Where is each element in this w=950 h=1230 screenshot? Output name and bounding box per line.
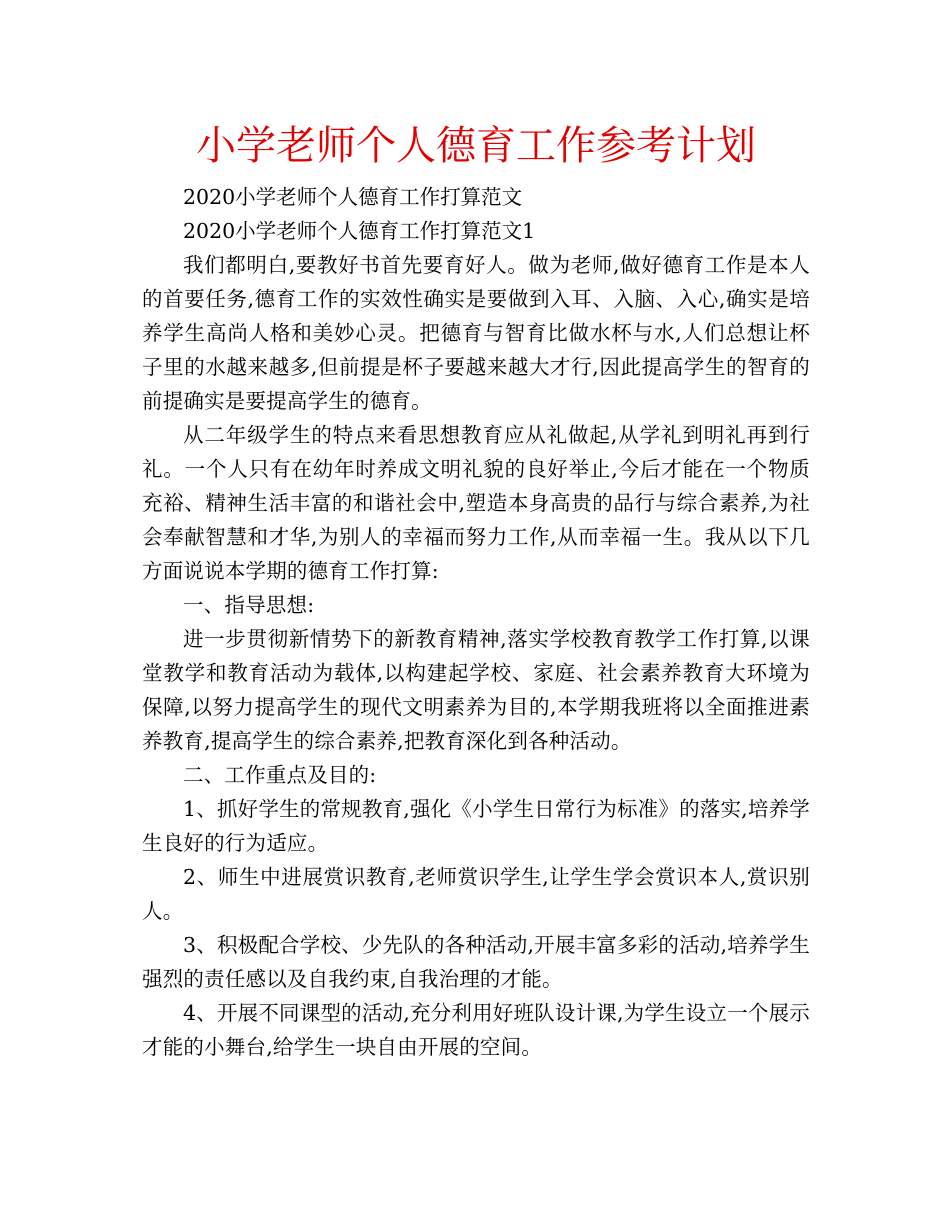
document-subtitle-2: 2020小学老师个人德育工作打算范文1 [183,219,536,243]
document-subtitle-1: 2020小学老师个人德育工作打算范文 [183,185,523,209]
document-page [142,118,810,1064]
paragraph-intro: 我们都明白,要教好书首先要育好人。做为老师,做好德育工作是本人的首要任务,德育工作的实效性确实是要做到入耳、入脑、入心,确实是培养学生高尚人格和美妙心灵。把德育与智育比做水杯与水,人们总想让杯子里的水越来越多,但前提是杯子要越来越大才行,因此提高学生的智育的前提确实是要提高学生的德育。 [142,253,810,413]
list-item-2: 2、师生中进展赏识教育,老师赏识学生,让学生学会赏识本人,赏识别人。 [142,865,810,923]
paragraph-grade-two: 从二年级学生的特点来看思想教育应从礼做起,从学礼到明礼再到行礼。一个人只有在幼年时养成文明礼貌的良好举止,今后才能在一个物质充裕、精神生活丰富的和谐社会中,塑造本身高贵的品行与综合素养,为社会奉献智慧和才华,为别人的幸福而努力工作,从而幸福一生。我从以下几方面说说本学期的德育工作打算: [142,423,810,583]
list-item-3: 3、积极配合学校、少先队的各种活动,开展丰富多彩的活动,培养学生强烈的责任感以及自我约束,自我治理的才能。 [142,933,810,991]
heading-guiding-thought: 一、指导思想: [183,593,315,617]
paragraph-guiding-thought: 进一步贯彻新情势下的新教育精神,落实学校教育教学工作打算,以课堂教学和教育活动为载体,以构建起学校、家庭、社会素养教育大环境为保障,以努力提高学生的现代文明素养为目的,本学期我班将以全面推进素养教育,提高学生的综合素养,把教育深化到各种活动。 [142,627,810,753]
list-item-4: 4、开展不同课型的活动,充分利用好班队设计课,为学生设立一个展示才能的小舞台,给学生一块自由开展的空间。 [142,1001,810,1059]
list-item-1: 1、抓好学生的常规教育,强化《小学生日常行为标准》的落实,培养学生良好的行为适应。 [142,797,810,855]
heading-work-focus: 二、工作重点及目的: [183,763,377,787]
document-title: 小学老师个人德育工作参考计划 [196,123,756,169]
